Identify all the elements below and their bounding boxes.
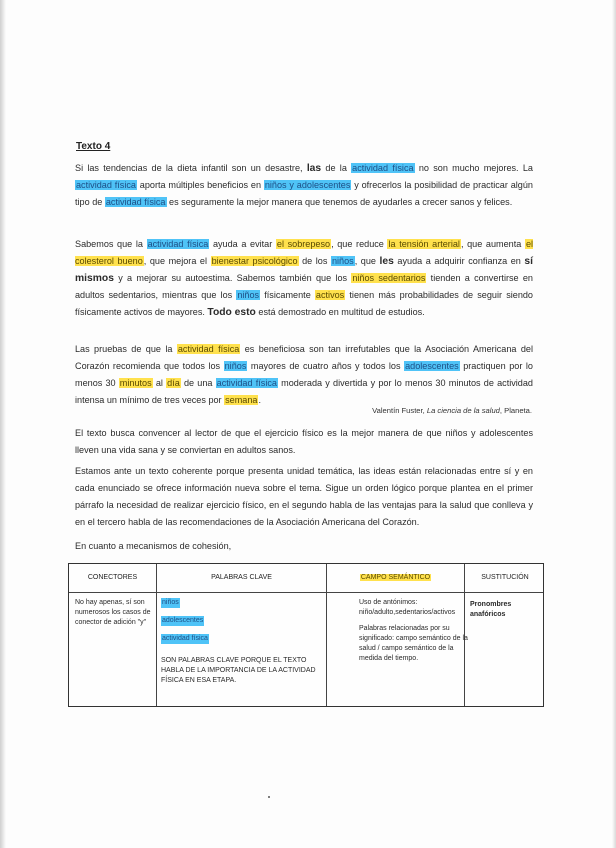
paragraph-1 xyxy=(75,160,533,211)
text-run: , que reduce xyxy=(331,239,388,249)
text-run: tienen más probabilidades de seguir siendo físicamente activos de mayores. xyxy=(75,290,533,317)
highlight-yellow: niños sedentarios xyxy=(352,273,426,283)
text-run: moderada y divertida y por lo menos 30 minutos de actividad intensa un mínimo de tres veces por xyxy=(75,378,533,405)
highlight-blue: niños xyxy=(237,290,260,300)
text-run: Sabemos que la xyxy=(75,239,147,249)
table-header-divider xyxy=(69,592,543,593)
text-run: mayores de cuatro años y todos los xyxy=(247,361,405,371)
text-run-bold: Todo esto xyxy=(207,307,256,318)
highlight-yellow: bienestar psicológico xyxy=(211,256,298,266)
highlight-blue: actividad física xyxy=(76,180,136,190)
highlight-yellow: minutos xyxy=(119,378,152,388)
scan-shadow-left xyxy=(0,0,6,848)
semantic-antonyms: Uso de antónimos: niño/adulto,sedentarios/activos xyxy=(359,599,456,616)
highlight-yellow: activos xyxy=(315,290,345,300)
scan-shadow-right xyxy=(612,0,616,848)
cell-semantic-field xyxy=(359,598,475,664)
header-connectors: CONECTORES xyxy=(87,574,138,581)
source-citation xyxy=(300,406,532,415)
highlight-blue: actividad física xyxy=(216,378,277,388)
text-run: es beneficiosa son tan irrefutables que la Asociación Americana del Corazón recomienda que todos los xyxy=(75,344,533,371)
text-run: no son mucho mejores. La xyxy=(414,163,533,173)
highlight-blue: niños y adolescentes xyxy=(264,180,351,190)
cell-connectors: No hay apenas, sí son numerosos los casos de conector de adición "y" xyxy=(75,599,151,626)
highlight-blue: actividad física xyxy=(147,239,209,249)
table-divider xyxy=(156,564,157,706)
text-run: está demostrado en multitud de estudios. xyxy=(255,307,425,317)
cell-keywords xyxy=(161,598,325,686)
table-divider xyxy=(326,564,327,706)
keyword-item: adolescentes xyxy=(162,617,204,624)
highlight-yellow: actividad física xyxy=(177,344,240,354)
text-run: . xyxy=(258,395,262,405)
highlight-yellow: el colesterol bueno xyxy=(75,239,534,266)
highlight-yellow: la tensión arterial xyxy=(388,239,460,249)
highlight-yellow: semana xyxy=(225,395,258,405)
text-run: Si las tendencias de la dieta infantil son un desastre, xyxy=(75,163,307,173)
text-run: aporta múltiples beneficios en xyxy=(136,180,264,190)
text-run: físicamente xyxy=(260,290,315,300)
header-keywords: PALABRAS CLAVE xyxy=(211,574,272,581)
text-run: practiquen por lo menos 30 xyxy=(75,361,533,388)
cohesion-table xyxy=(68,563,544,707)
semantic-related: Palabras relacionadas por su significado: campo semántico de la salud / campo semántico de la medida del tiempo. xyxy=(359,625,468,662)
text-run: y a mejorar su autoestima. Sabemos también que los xyxy=(113,273,352,283)
text-run: Las pruebas de que la xyxy=(75,344,177,354)
text-run-bold: sí mismos xyxy=(75,256,533,284)
text-run: , que mejora el xyxy=(143,256,211,266)
paragraph-4: El texto busca convencer al lector de que el ejercicio físico es la mejor manera de que niños y adolescentes lleven una vida sana y se conviertan en adultos sanos. xyxy=(75,428,533,455)
header-semantic-field xyxy=(327,574,464,581)
text-run: y ofrecerlos la posibilidad de practicar algún tipo de xyxy=(75,180,533,207)
text-run: tienden a convertirse en adultos sedentarios, mientras que los xyxy=(75,273,533,300)
text-run: , que xyxy=(354,256,380,266)
text-run: al xyxy=(152,378,167,388)
highlight-blue: actividad física xyxy=(105,197,166,207)
header-substitution: SUSTITUCIÓN xyxy=(481,574,529,581)
text-run: , que aumenta xyxy=(460,239,525,249)
text-run: de la xyxy=(321,163,352,173)
highlight-blue: niños xyxy=(331,256,354,266)
highlight-blue: adolescentes xyxy=(405,361,459,371)
highlight-blue: niños xyxy=(224,361,247,371)
paragraph-5: Estamos ante un texto coherente porque presenta unidad temática, las ideas están relacionadas entre sí y en cada enunciado se ofrece información nueva sobre el tema. Sigue un orden lógico porque plantea en el primer párrafo la necesidad de realizar ejercicio físico, en el segundo habla de las ventajas para la salud que conlleva y en el tercero habla de las recomendaciones de la Asociación Americana del Corazón. xyxy=(75,466,533,527)
scan-speck xyxy=(268,796,270,798)
header-semantic-highlight: CAMPO SEMÁNTICO xyxy=(360,574,431,581)
text-run-bold: les xyxy=(379,256,394,267)
cell-substitution: Pronombres anafóricos xyxy=(470,601,512,618)
text-run: ayuda a evitar xyxy=(209,239,276,249)
paragraph-3 xyxy=(75,341,533,409)
text-run: de los xyxy=(298,256,331,266)
text-run: de una xyxy=(180,378,216,388)
paragraph-2 xyxy=(75,236,533,321)
document-title: Texto 4 xyxy=(76,141,111,152)
text-run-bold: las xyxy=(306,163,322,174)
keywords-note: SON PALABRAS CLAVE PORQUE EL TEXTO HABLA DE LA IMPORTANCIA DE LA ACTIVIDAD FÍSICA EN ESA ETAPA. xyxy=(161,657,316,684)
keyword-item: niños xyxy=(162,599,179,606)
highlight-blue: actividad física xyxy=(352,163,414,173)
highlight-yellow: día xyxy=(167,378,180,388)
citation-author: Valentín Fuster, xyxy=(372,406,427,415)
citation-book: La ciencia de la salud xyxy=(426,406,500,415)
highlight-yellow: el sobrepeso xyxy=(276,239,331,249)
cohesion-intro: En cuanto a mecanismos de cohesión, xyxy=(75,541,232,551)
text-run: ayuda a adquirir confianza en xyxy=(393,256,525,266)
citation-publisher: , Planeta. xyxy=(499,406,532,415)
keyword-item: actividad física xyxy=(162,635,208,642)
text-run: es seguramente la mejor manera que tenemos de ayudarles a crecer sanos y felices. xyxy=(166,197,513,207)
